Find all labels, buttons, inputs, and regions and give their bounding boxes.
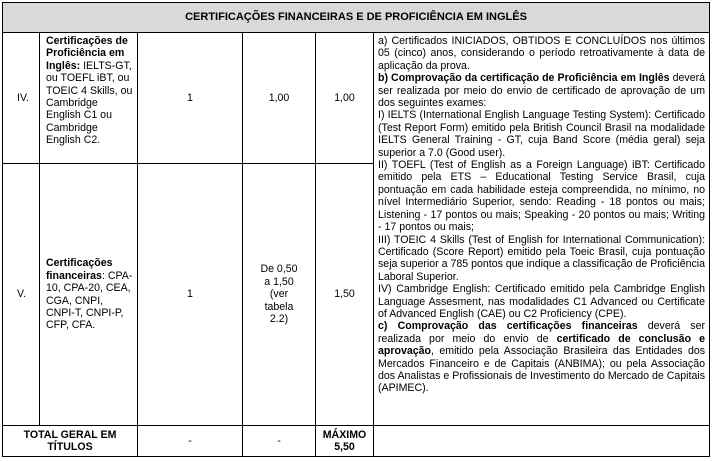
requirement-b-rest: deverá ser realizada por meio do envio de certificado de aprovação de um dos seguintes exames: — [378, 72, 706, 110]
requirements-description — [374, 33, 710, 426]
row-label — [40, 164, 138, 426]
table-row-iv — [3, 33, 710, 164]
row-quantity: 1 — [138, 33, 243, 164]
certifications-table — [2, 2, 710, 457]
row-max: 1,50 — [316, 164, 374, 426]
total-row — [3, 426, 710, 457]
requirement-b-bold: b) Comprovação da certificação de Proficiência em Inglês — [378, 72, 670, 85]
total-value: - — [243, 426, 316, 457]
requirement-b — [378, 72, 705, 109]
total-quantity: - — [138, 426, 243, 457]
row-value: 1,00 — [243, 33, 316, 164]
total-empty-cell — [374, 426, 710, 457]
exam-toeic: III) TOEIC 4 Skills (Test of English for International Communication): Certificado (Score Report) emitido pela Toeic Brasil, cuja pontuação seja superior a 785 pontos que indique a classificação de Proficiência Laboral Superior. — [378, 233, 706, 283]
requirement-c-mid: deverá ser realizada por meio do envio de — [378, 320, 706, 345]
requirement-c — [378, 320, 705, 394]
row-label-rest: IELTS-GT, ou TOEFL iBT, ou TOEIC 4 Skills, ou Cambridge English C1 ou Cambridge English C2. — [46, 59, 133, 147]
row-label-rest: : CPA-10, CPA-20, CEA, CGA, CNPI, CNPI-T, CNPI-P, CFP, CFA. — [46, 269, 133, 332]
total-label: TOTAL GERAL EM TÍTULOS — [3, 426, 138, 457]
exam-cambridge: IV) Cambridge English: Certificado emitido pela Cambridge English Language Assesment, nas modalidades C1 Advanced ou Certificate of Advanced English (CAE) ou C2 Proficiency (CPE). — [378, 283, 706, 320]
requirement-c-bold-2: certificado de conclusão e aprovação — [378, 332, 706, 358]
certifications-table-sheet — [2, 2, 709, 460]
row-label-bold: Certificações financeiras — [46, 257, 113, 282]
total-max: MÁXIMO 5,50 — [316, 426, 374, 457]
table-title: CERTIFICAÇÕES FINANCEIRAS E DE PROFICIÊNCIA EM INGLÊS — [3, 3, 710, 33]
table-title-row — [3, 3, 710, 33]
requirement-c-rest: , emitido pela Associação Brasileira das Entidades dos Mercados Financeiro e de Capitais (ANBIMA); ou pela Associação dos Analistas e Profissionais de Investimento do Mercado de Capitais (APIMEC). — [378, 345, 706, 395]
row-item-number: IV. — [3, 33, 40, 164]
row-value: De 0,50 a 1,50 (ver tabela 2.2) — [243, 164, 316, 426]
row-max: 1,00 — [316, 33, 374, 164]
exam-toefl: II) TOEFL (Test of English as a Foreign Language) iBT: Certificado emitido pela ETS – Educational Testing Service Brasil, cuja pontuação em cada habilidade esteja compreendida, no mínimo, no nível Intermediário Superior, sendo: Reading - 18 pontos ou mais; Listening - 17 pontos ou mais; Speaking - 20 pontos ou mais; Writing - 17 pontos ou mais; — [378, 159, 706, 234]
row-label — [40, 33, 138, 164]
row-item-number: V. — [3, 164, 40, 426]
exam-ielts: I) IELTS (International English Language Testing System): Certificado (Test Report Form) emitido pela British Council Brasil na modalidade IELTS General Training - GT, cuja Band Score (média geral) seja superior a 7.0 (Good user). — [378, 109, 706, 159]
row-quantity: 1 — [138, 164, 243, 426]
row-label-bold: Certificações de Proficiência em Inglês: — [46, 35, 128, 72]
requirement-a: a) Certificados INICIADOS, OBTIDOS E CONCLUÍDOS nos últimos 05 (cinco) anos, considerando o período retroativamente à data de aplicação da prova. — [378, 35, 706, 72]
requirement-c-bold: c) Comprovação das certificações financeiras — [378, 320, 638, 333]
